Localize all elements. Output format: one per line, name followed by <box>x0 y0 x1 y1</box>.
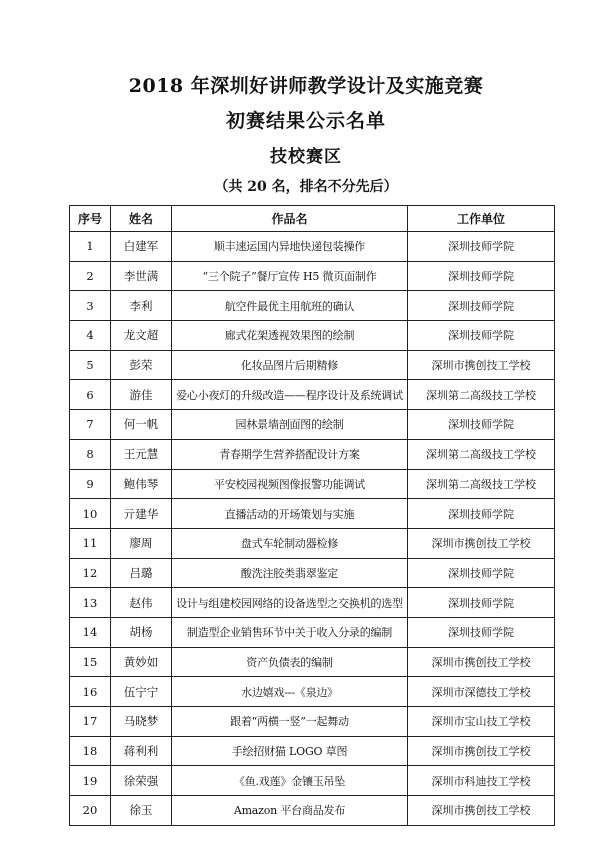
row-unit: 深圳市携创技工学校 <box>408 796 555 826</box>
row-name: 白建军 <box>111 232 172 262</box>
row-unit: 深圳技师学院 <box>408 321 555 351</box>
row-name: 伍宁宁 <box>111 677 172 707</box>
row-name: 徐玉 <box>111 796 172 826</box>
row-index: 19 <box>70 766 111 796</box>
row-index: 1 <box>70 232 111 262</box>
row-work-title: 顺丰速运国内异地快递包装操作 <box>172 232 408 262</box>
row-unit: 深圳市携创技工学校 <box>408 528 555 558</box>
row-unit: 深圳技师学院 <box>408 410 555 440</box>
table-row <box>70 291 555 321</box>
row-index: 3 <box>70 291 111 321</box>
table-row <box>70 232 555 262</box>
row-unit: 深圳技师学院 <box>408 499 555 529</box>
results-table <box>69 205 555 826</box>
row-name: 蒋利利 <box>111 736 172 766</box>
header-work: 作品名 <box>172 206 408 232</box>
row-name: 胡杨 <box>111 617 172 647</box>
row-index: 12 <box>70 558 111 588</box>
row-index: 2 <box>70 261 111 291</box>
table-row <box>70 261 555 291</box>
row-work-title: 航空件最优主用航班的确认 <box>172 291 408 321</box>
row-index: 4 <box>70 321 111 351</box>
row-name: 鲍伟琴 <box>111 469 172 499</box>
table-row <box>70 410 555 440</box>
row-index: 13 <box>70 588 111 618</box>
row-name: 何一帆 <box>111 410 172 440</box>
row-name: 龙文超 <box>111 321 172 351</box>
table-row <box>70 647 555 677</box>
division-heading: 技校赛区 <box>270 147 342 167</box>
row-unit: 深圳第二高级技工学校 <box>408 469 555 499</box>
row-name: 赵伟 <box>111 588 172 618</box>
row-work-title: 资产负债表的编制 <box>172 647 408 677</box>
table-row <box>70 766 555 796</box>
row-index: 14 <box>70 617 111 647</box>
table-row <box>70 380 555 410</box>
table-header-row <box>70 206 555 232</box>
table-row <box>70 528 555 558</box>
table-row <box>70 617 555 647</box>
table-row <box>70 736 555 766</box>
row-unit: 深圳技师学院 <box>408 617 555 647</box>
row-index: 15 <box>70 647 111 677</box>
row-index: 6 <box>70 380 111 410</box>
row-work-title: 设计与组建校园网络的设备选型之交换机的选型 <box>172 588 408 618</box>
row-unit: 深圳市携创技工学校 <box>408 736 555 766</box>
row-unit: 深圳技师学院 <box>408 588 555 618</box>
count-note: （共 20 名，排名不分先后） <box>214 179 398 195</box>
row-work-title: 水边嬉戏---《泉边》 <box>172 677 408 707</box>
table-row <box>70 499 555 529</box>
row-index: 10 <box>70 499 111 529</box>
row-work-title: 跟着“两横一竖”一起舞动 <box>172 707 408 737</box>
row-name: 廖周 <box>111 528 172 558</box>
row-index: 11 <box>70 528 111 558</box>
row-name: 亓建华 <box>111 499 172 529</box>
row-work-title: 园林景墙剖面图的绘制 <box>172 410 408 440</box>
document-subtitle: 初赛结果公示名单 <box>225 110 386 132</box>
row-work-title: 平安校园视频图像报警功能调试 <box>172 469 408 499</box>
row-unit: 深圳技师学院 <box>408 232 555 262</box>
row-unit: 深圳市科迪技工学校 <box>408 766 555 796</box>
row-unit: 深圳第二高级技工学校 <box>408 380 555 410</box>
row-work-title: 盘式车轮制动器检修 <box>172 528 408 558</box>
row-name: 黄妙如 <box>111 647 172 677</box>
row-name: 王元慧 <box>111 439 172 469</box>
row-name: 游佳 <box>111 380 172 410</box>
table-row <box>70 796 555 826</box>
row-unit: 深圳市宝山技工学校 <box>408 707 555 737</box>
row-index: 16 <box>70 677 111 707</box>
row-unit: 深圳技师学院 <box>408 291 555 321</box>
table-row <box>70 558 555 588</box>
row-unit: 深圳市携创技工学校 <box>408 350 555 380</box>
row-work-title: “三个院子”餐厅宣传 H5 微页面制作 <box>172 261 408 291</box>
row-index: 9 <box>70 469 111 499</box>
row-work-title: 《鱼.戏莲》金镶玉吊坠 <box>172 766 408 796</box>
row-unit: 深圳第二高级技工学校 <box>408 439 555 469</box>
table-row <box>70 350 555 380</box>
row-unit: 深圳技师学院 <box>408 558 555 588</box>
table-row <box>70 707 555 737</box>
row-work-title: 手绘招财猫 LOGO 草图 <box>172 736 408 766</box>
table-row <box>70 469 555 499</box>
row-work-title: 化妆品图片后期精修 <box>172 350 408 380</box>
table-row <box>70 439 555 469</box>
row-name: 徐荣强 <box>111 766 172 796</box>
row-name: 马晓梦 <box>111 707 172 737</box>
header-unit: 工作单位 <box>408 206 555 232</box>
row-work-title: 直播活动的开场策划与实施 <box>172 499 408 529</box>
row-index: 17 <box>70 707 111 737</box>
row-index: 20 <box>70 796 111 826</box>
row-index: 18 <box>70 736 111 766</box>
row-unit: 深圳市深德技工学校 <box>408 677 555 707</box>
row-index: 5 <box>70 350 111 380</box>
row-work-title: 制造型企业销售环节中关于收入分录的编制 <box>172 617 408 647</box>
row-work-title: 爱心小夜灯的升级改造——程序设计及系统调试 <box>172 380 408 410</box>
row-work-title: 廊式花架透视效果图的绘制 <box>172 321 408 351</box>
row-work-title: 酸洗注胶类翡翠鉴定 <box>172 558 408 588</box>
table-row <box>70 677 555 707</box>
row-name: 吕璐 <box>111 558 172 588</box>
row-index: 8 <box>70 439 111 469</box>
header-index: 序号 <box>70 206 111 232</box>
row-index: 7 <box>70 410 111 440</box>
table-row <box>70 588 555 618</box>
table-row <box>70 321 555 351</box>
row-unit: 深圳技师学院 <box>408 261 555 291</box>
row-name: 彭荣 <box>111 350 172 380</box>
row-name: 李世满 <box>111 261 172 291</box>
row-work-title: 青春期学生营养搭配设计方案 <box>172 439 408 469</box>
row-unit: 深圳市携创技工学校 <box>408 647 555 677</box>
document-title: 2018 年深圳好讲师教学设计及实施竞赛 <box>128 75 484 97</box>
row-name: 李利 <box>111 291 172 321</box>
header-name: 姓名 <box>111 206 172 232</box>
row-work-title: Amazon 平台商品发布 <box>172 796 408 826</box>
